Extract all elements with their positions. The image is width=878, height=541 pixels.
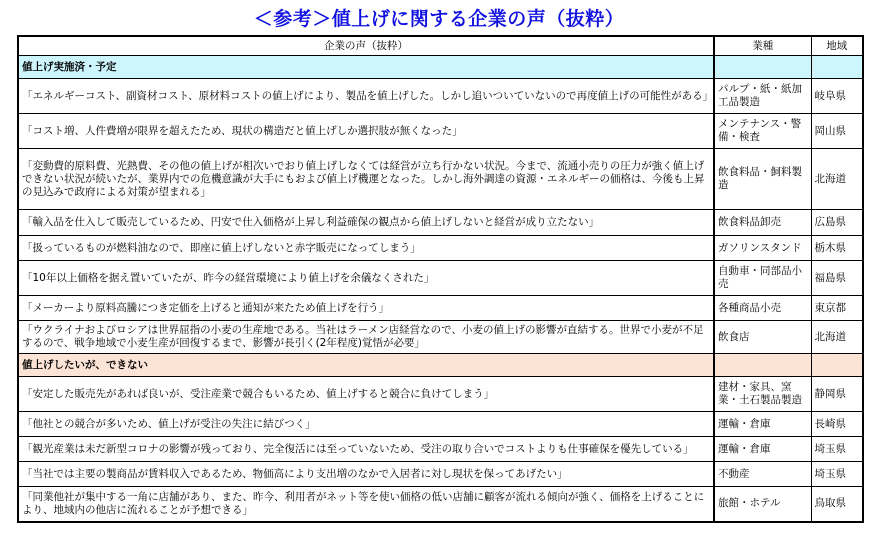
industry-cell: 飲食店 bbox=[714, 321, 811, 354]
industry-cell: ガソリンスタンド bbox=[714, 236, 811, 261]
section-label: 値上げしたいが、できない bbox=[18, 354, 714, 377]
industry-cell: 不動産 bbox=[714, 462, 811, 487]
voice-cell: 「輸入品を仕入して販売しているため、円安で仕入価格が上昇し利益確保の観点から値上げしないと経営が成り立たない」 bbox=[18, 210, 714, 236]
voice-cell: 「扱っているものが燃料油なので、即座に値上げしないと赤字販売になってしまう」 bbox=[18, 236, 714, 261]
industry-cell: 自動車・同部品小売 bbox=[714, 261, 811, 296]
region-cell: 埼玉県 bbox=[811, 437, 863, 462]
section-empty-cell bbox=[811, 56, 863, 79]
table-row bbox=[18, 236, 863, 261]
table-row bbox=[18, 79, 863, 114]
table-row bbox=[18, 487, 863, 522]
region-cell: 北海道 bbox=[811, 149, 863, 210]
section-header-row bbox=[18, 354, 863, 377]
voice-cell: 「メーカーより原料高騰につき定価を上げると通知が来たため値上げを行う」 bbox=[18, 296, 714, 321]
voice-cell: 「ウクライナおよびロシアは世界屈指の小麦の生産地である。当社はラーメン店経営なので、小麦の値上げの影響が直結する。世界で小麦が不足するので、戦争地域で小麦生産が回復するまで、影響が長引く(2年程度)覚悟が必要」 bbox=[18, 321, 714, 354]
industry-cell: 飲食料品・飼料製造 bbox=[714, 149, 811, 210]
section-empty-cell bbox=[714, 354, 811, 377]
voice-cell: 「安定した販売先があれば良いが、受注産業で競合もいるため、値上げすると競合に負けてしまう」 bbox=[18, 377, 714, 412]
industry-cell: 旅館・ホテル bbox=[714, 487, 811, 522]
region-cell: 栃木県 bbox=[811, 236, 863, 261]
voice-cell: 「変動費的原料費、光熱費、その他の値上げが相次いでおり値上げしなくては経営が立ち行かない状況。今まで、流通小売りの圧力が強く値上げできない状況が続いたが、業界内での危機意識が大手にもおよび値上げ機運となった。しかし海外調達の資源・エネルギーの価格は、今後も上昇の見込みで政府による対策が望まれる」 bbox=[18, 149, 714, 210]
section-label: 値上げ実施済・予定 bbox=[18, 56, 714, 79]
region-cell: 岡山県 bbox=[811, 114, 863, 149]
region-cell: 福島県 bbox=[811, 261, 863, 296]
table-row bbox=[18, 114, 863, 149]
table-row bbox=[18, 462, 863, 487]
region-cell: 長崎県 bbox=[811, 412, 863, 437]
region-cell: 埼玉県 bbox=[811, 462, 863, 487]
table-row bbox=[18, 437, 863, 462]
industry-cell: 建材・家具、窯業・土石製品製造 bbox=[714, 377, 811, 412]
page-title: ＜参考＞値上げに関する企業の声（抜粋） bbox=[253, 8, 625, 30]
region-cell: 岐阜県 bbox=[811, 79, 863, 114]
table-row bbox=[18, 321, 863, 354]
voice-cell: 「当社では主要の製商品が賃料収入であるため、物価高により支出増のなかで入居者に対し現状を保ってあげたい」 bbox=[18, 462, 714, 487]
region-cell: 鳥取県 bbox=[811, 487, 863, 522]
industry-cell: 各種商品小売 bbox=[714, 296, 811, 321]
industry-cell: パルプ・紙・紙加工品製造 bbox=[714, 79, 811, 114]
voice-cell: 「他社との競合が多いため、値上げが受注の失注に結びつく」 bbox=[18, 412, 714, 437]
table-header-row bbox=[18, 36, 863, 56]
table-row bbox=[18, 149, 863, 210]
region-cell: 広島県 bbox=[811, 210, 863, 236]
header-voice: 企業の声（抜粋） bbox=[18, 36, 714, 56]
header-industry: 業種 bbox=[714, 36, 811, 56]
header-region: 地域 bbox=[811, 36, 863, 56]
voice-cell: 「同業他社が集中する一角に店舗があり、また、昨今、利用者がネット等を使い価格の低い店舗に顧客が流れる傾向が強く、価格を上げることにより、地域内の他店に流れることが予想できる」 bbox=[18, 487, 714, 522]
voice-cell: 「観光産業は未だ新型コロナの影響が残っており、完全復活には至っていないため、受注の取り合いでコストよりも仕事確保を優先している」 bbox=[18, 437, 714, 462]
table-row bbox=[18, 296, 863, 321]
industry-cell: 運輸・倉庫 bbox=[714, 412, 811, 437]
table-row bbox=[18, 210, 863, 236]
section-header-row bbox=[18, 56, 863, 79]
table-row bbox=[18, 261, 863, 296]
industry-cell: メンテナンス・警備・検査 bbox=[714, 114, 811, 149]
voice-cell: 「コスト増、人件費増が限界を超えたため、現状の構造だと値上げしか選択肢が無くなった」 bbox=[18, 114, 714, 149]
section-empty-cell bbox=[714, 56, 811, 79]
voice-cell: 「エネルギーコスト、副資材コスト、原材料コストの値上げにより、製品を値上げした。しかし追いついていないので再度値上げの可能性がある」 bbox=[18, 79, 714, 114]
table-row bbox=[18, 377, 863, 412]
section-empty-cell bbox=[811, 354, 863, 377]
voice-cell: 「10年以上価格を据え置いていたが、昨今の経営環境により値上げを余儀なくされた」 bbox=[18, 261, 714, 296]
region-cell: 東京都 bbox=[811, 296, 863, 321]
table-row bbox=[18, 412, 863, 437]
region-cell: 静岡県 bbox=[811, 377, 863, 412]
industry-cell: 運輸・倉庫 bbox=[714, 437, 811, 462]
company-voices-table bbox=[17, 35, 864, 523]
region-cell: 北海道 bbox=[811, 321, 863, 354]
industry-cell: 飲食料品卸売 bbox=[714, 210, 811, 236]
